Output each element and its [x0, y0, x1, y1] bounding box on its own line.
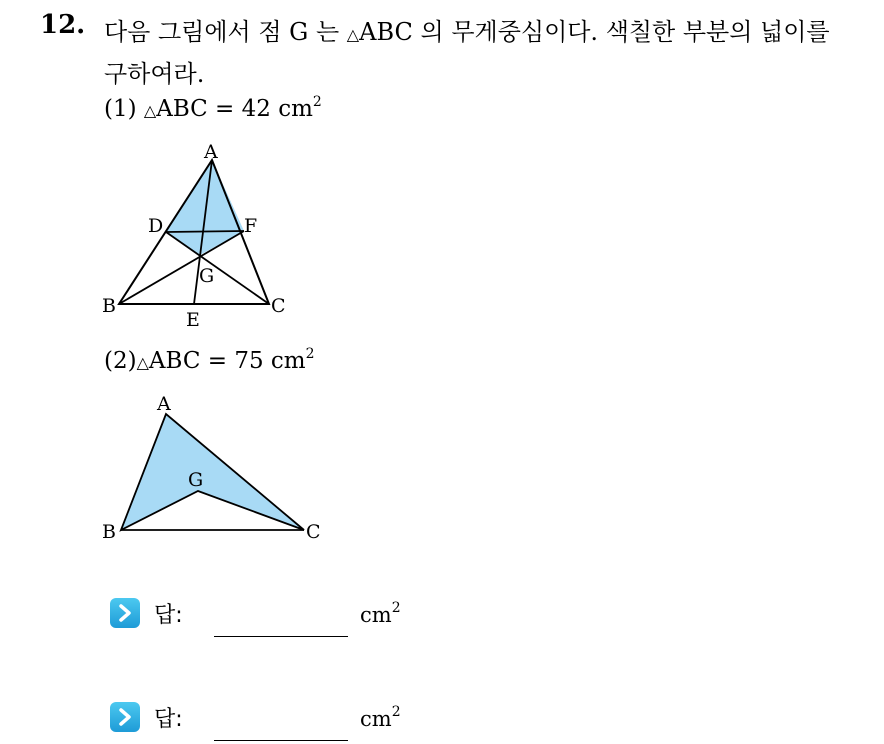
part1-expression: ABC = 42 cm: [156, 96, 313, 122]
figure1-label-f: F: [244, 215, 258, 237]
figure2-label-c: C: [306, 521, 321, 543]
chevron-right-icon: [110, 702, 140, 732]
figure1-segment-df: [166, 231, 244, 232]
answer-label: 답:: [154, 707, 183, 732]
answer-unit-text: cm: [360, 603, 392, 627]
part1-condition: [104, 94, 322, 122]
answer-unit-exponent: 2: [391, 600, 401, 616]
figure1-label-g: G: [199, 265, 215, 287]
figure1-label-a: A: [204, 141, 218, 163]
question-text-line1: [104, 12, 830, 47]
part2-condition: [104, 346, 315, 374]
figure-1: [100, 138, 300, 333]
figure2-label-b: B: [102, 521, 116, 543]
figure2-shaded-region: [121, 414, 304, 530]
question-text-start: 다음 그림에서 점 G 는: [104, 18, 347, 46]
question-text-line2: 구하여라.: [104, 60, 205, 88]
part1-exponent: 2: [312, 94, 322, 110]
part2-expression: ABC = 75 cm: [148, 348, 306, 374]
answer-unit-text: cm: [360, 707, 392, 731]
figure1-label-c: C: [271, 295, 286, 317]
answer-label: 답:: [154, 603, 183, 628]
answer-input-1[interactable]: [214, 636, 348, 637]
triangle-symbol: △: [346, 25, 360, 44]
answer-input-2[interactable]: [214, 740, 348, 741]
question-number: 12.: [40, 10, 86, 40]
figure2-label-g: G: [188, 469, 204, 491]
answer-unit: [360, 704, 401, 731]
answer-row-2: [110, 700, 430, 740]
part2-label: (2): [104, 348, 137, 374]
figure1-label-d: D: [148, 215, 164, 237]
part1-triangle-symbol: △: [143, 101, 157, 120]
chevron-right-icon: [110, 598, 140, 628]
part1-label: (1): [104, 96, 144, 122]
question-text-rest: ABC 의 무게중심이다. 색칠한 부분의 넓이를: [359, 18, 830, 46]
figure1-label-b: B: [102, 295, 116, 317]
answer-unit-exponent: 2: [391, 704, 401, 720]
part2-triangle-symbol: △: [136, 353, 149, 372]
figure-2: [100, 392, 340, 552]
part2-exponent: 2: [305, 346, 315, 362]
figure1-label-e: E: [186, 309, 200, 331]
answer-unit: [360, 600, 401, 627]
figure2-label-a: A: [157, 393, 171, 415]
answer-row-1: [110, 596, 430, 636]
